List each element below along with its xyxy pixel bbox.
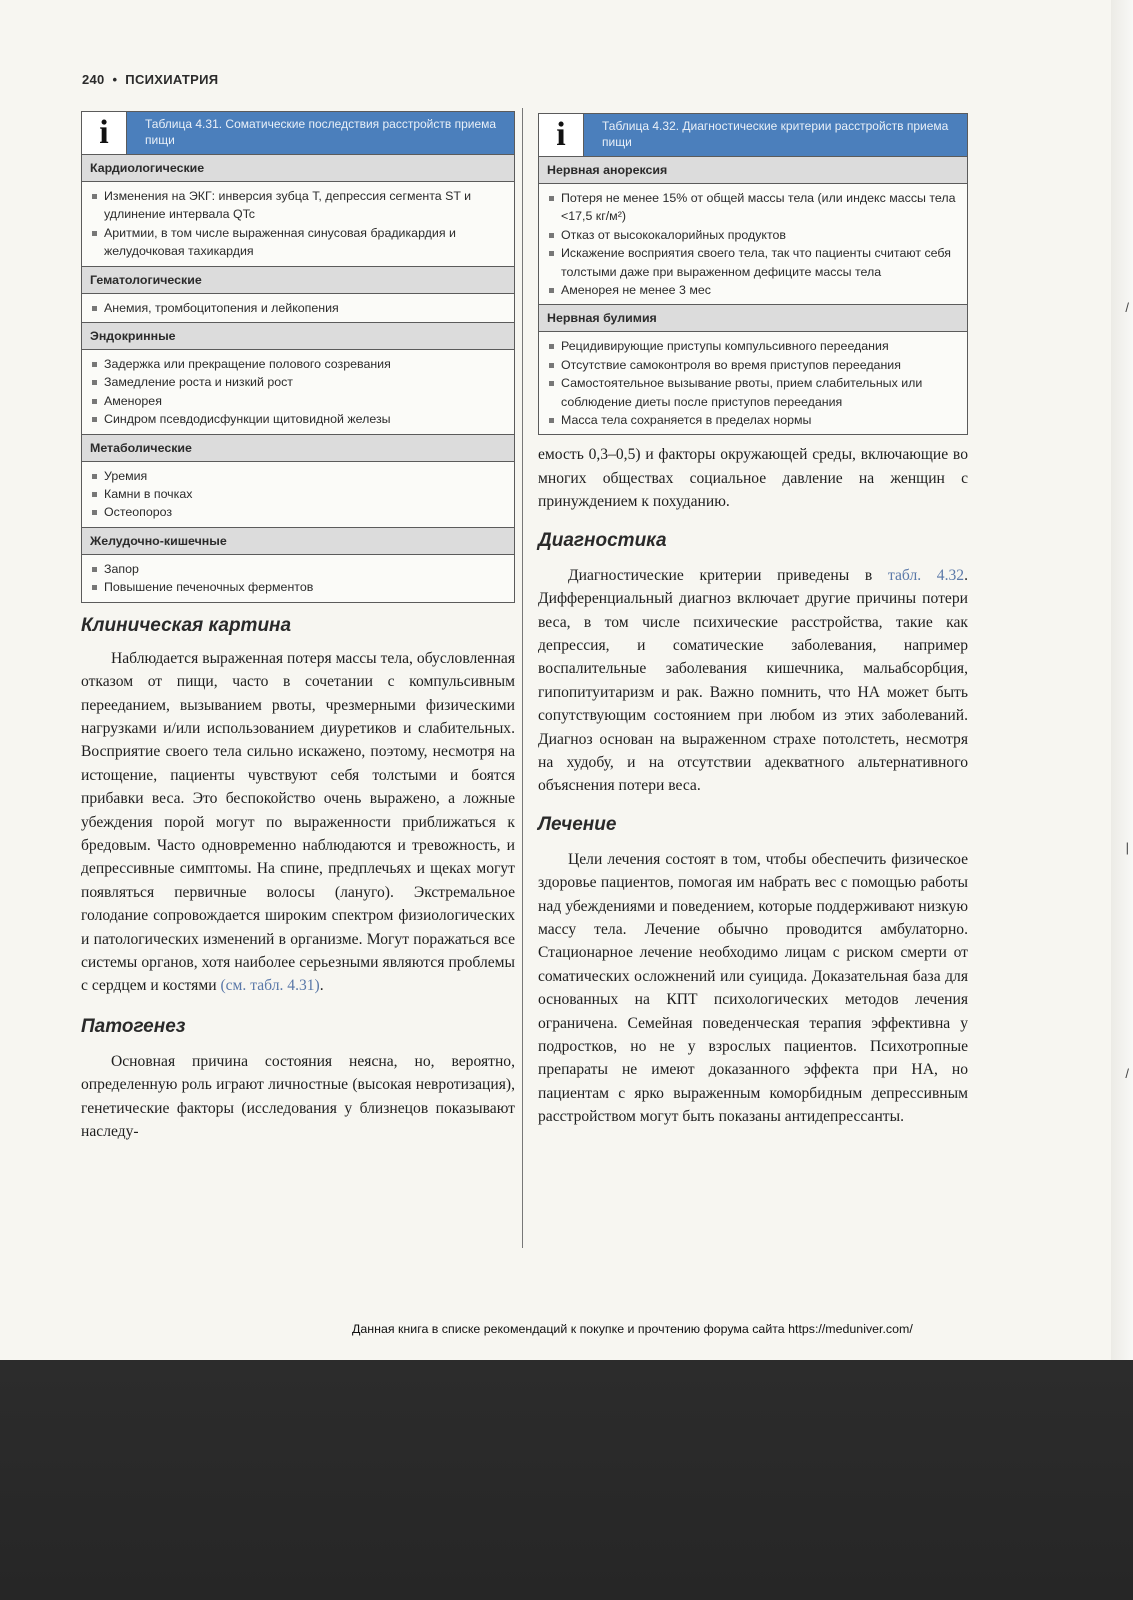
scanner-background: [0, 1360, 1133, 1600]
table-item-list: [82, 462, 514, 527]
table-list-item: Самостоятельное вызывание рвоты, прием слабительных или соблюдение диеты после приступов переедания: [547, 374, 957, 411]
table-list-item: Замедление роста и низкий рост: [90, 373, 504, 391]
table-header: [82, 112, 514, 155]
table-item-list: [539, 184, 967, 304]
table-category-heading: Гематологические: [82, 266, 514, 294]
table-list-item: Камни в почках: [90, 485, 504, 503]
continuation-paragraph: емость 0,3–0,5) и факторы окружающей среды, включающие во многих обществах социальное давление на женщин с принуждением к похуданию.: [538, 446, 968, 511]
table-list-item: Потеря не менее 15% от общей массы тела (или индекс массы тела <17,5 кг/м²): [547, 189, 957, 226]
heading-clinical: Клиническая картина: [81, 614, 292, 636]
table-header: [539, 114, 967, 157]
table-list-item: Аритмии, в том числе выраженная синусовая брадикардия и желудочковая тахикардия: [90, 224, 504, 261]
table-item-list: [539, 332, 967, 434]
table-item-list: [82, 182, 514, 266]
table-list-item: Уремия: [90, 467, 504, 485]
running-header: [82, 72, 218, 87]
page-number: 240: [82, 72, 105, 87]
table-category-heading: Желудочно-кишечные: [82, 527, 514, 555]
table-list-item: Рецидивирующие приступы компульсивного переедания: [547, 337, 957, 355]
table-list-item: Анемия, тромбоцитопения и лейкопения: [90, 299, 504, 317]
table-list-item: Повышение печеночных ферментов: [90, 578, 504, 596]
table-list-item: Искажение восприятия своего тела, так что пациенты считают себя толстыми даже при выраженном дефиците массы тела: [547, 244, 957, 281]
table-reference-link[interactable]: табл. 4.32: [887, 566, 965, 584]
table-body: [82, 155, 514, 602]
info-icon: i: [539, 114, 584, 156]
header-bullet: •: [112, 72, 118, 87]
heading-treatment: Лечение: [538, 813, 617, 835]
column-divider: [522, 108, 523, 1248]
table-category-heading: Нервная анорексия: [539, 157, 967, 184]
table-category-heading: Кардиологические: [82, 155, 514, 182]
treatment-paragraph: Цели лечения состоят в том, чтобы обеспечить физическое здоровье пациентов, помогая им набрать вес с помощью работы над убеждениями и поведением, которые поддерживают низкую массу тела. Лечение обычно проводится амбулаторно. Стационарное лечение необходимо лицам с риском смерти от соматических осложнений или суицида. Доказательная база для основанных на КПТ психологических методов лечения ограничена. Семейная поведенческая терапия эффективна у подростков, но не у взрослых пациентов. Психотропные препараты не имеют доказанного эффекта при НА, но пациентам с ярко выраженным коморбидным депрессивным расстройством могут быть показаны антидепрессанты.: [538, 850, 968, 1126]
info-icon: i: [82, 112, 127, 154]
footer-note: Данная книга в списке рекомендаций к покупке и прочтению форума сайта https://meduniver.com/: [352, 1322, 913, 1336]
clinical-paragraph: Наблюдается выраженная потеря массы тела, обусловленная отказом от пищи, часто в сочетании с компульсивным перееданием, вызыванием рвоты, чрезмерными физическими нагрузками и/или использованием диуретиков и слабительных. Восприятие своего тела сильно искажено, поэтому, несмотря на истощение, пациенты чувствуют себя толстыми и боятся прибавки веса. Это беспокойство очень выражено, а ложные убеждения порой могут по выраженности приближаться к бредовым. Часто одновременно наблюдаются и тревожность, и депрессивные симптомы. На спине, предплечьях и щеках могут появляться первичные волосы (лануго). Экстремальное голодание сопровождается широким спектром физиологических и патологических изменений в организме. Могут поражаться все системы органов, хотя наиболее серьезными являются проблемы с сердцем и костями (см. табл. 4.31).: [81, 649, 515, 995]
table-list-item: Изменения на ЭКГ: инверсия зубца T, депрессия сегмента ST и удлинение интервала QTc: [90, 187, 504, 224]
table-list-item: Масса тела сохраняется в пределах нормы: [547, 411, 957, 429]
right-column: [538, 113, 968, 1129]
table-list-item: Аменорея не менее 3 мес: [547, 281, 957, 299]
table-4-32: [538, 113, 968, 435]
table-title: Таблица 4.31. Соматические последствия расстройств приема пищи: [145, 117, 497, 147]
table-list-item: Отказ от высококалорийных продуктов: [547, 226, 957, 244]
table-category-heading: Эндокринные: [82, 322, 514, 350]
table-list-item: Запор: [90, 560, 504, 578]
table-list-item: Синдром псевдодисфункции щитовидной железы: [90, 410, 504, 428]
section-name: ПСИХИАТРИЯ: [125, 72, 219, 87]
pathogenesis-paragraph: Основная причина состояния неясна, но, вероятно, определенную роль играют личностные (высокая невротизация), генетические факторы (исследования у близнецов показывают наследу-: [81, 1052, 515, 1140]
table-item-list: [82, 555, 514, 602]
table-4-31: [81, 111, 515, 603]
table-category-heading: Метаболические: [82, 434, 514, 462]
table-item-list: [82, 294, 514, 322]
table-body: [539, 157, 967, 434]
table-reference-link[interactable]: (см. табл. 4.31): [220, 977, 320, 995]
table-list-item: Отсутствие самоконтроля во время приступов переедания: [547, 356, 957, 374]
table-title: Таблица 4.32. Диагностические критерии расстройств приема пищи: [602, 119, 949, 149]
table-list-item: Аменорея: [90, 392, 504, 410]
heading-diagnostics: Диагностика: [538, 529, 667, 551]
table-item-list: [82, 350, 514, 434]
table-category-heading: Нервная булимия: [539, 304, 967, 332]
heading-pathogenesis: Патогенез: [81, 1015, 186, 1037]
table-list-item: Задержка или прекращение полового созревания: [90, 355, 504, 373]
table-list-item: Остеопороз: [90, 503, 504, 521]
diagnostics-paragraph: Диагностические критерии приведены в табл. 4.32. Дифференциальный диагноз включает другие причины потери веса, в том числе психические расстройства, такие как депрессия, и соматические заболевания, например воспалительные заболевания кишечника, мальабсорбция, гипопитуитаризм и рак. Важно помнить, что НА может быть сопутствующим состоянием при любом из этих заболеваний. Диагноз основан на выраженном страхе потолстеть, несмотря на худобу, и на отсутствии адекватного альтернативного объяснения потери веса.: [538, 566, 968, 795]
next-page-edge: / | /: [1111, 0, 1133, 1360]
left-column: [81, 111, 515, 1143]
